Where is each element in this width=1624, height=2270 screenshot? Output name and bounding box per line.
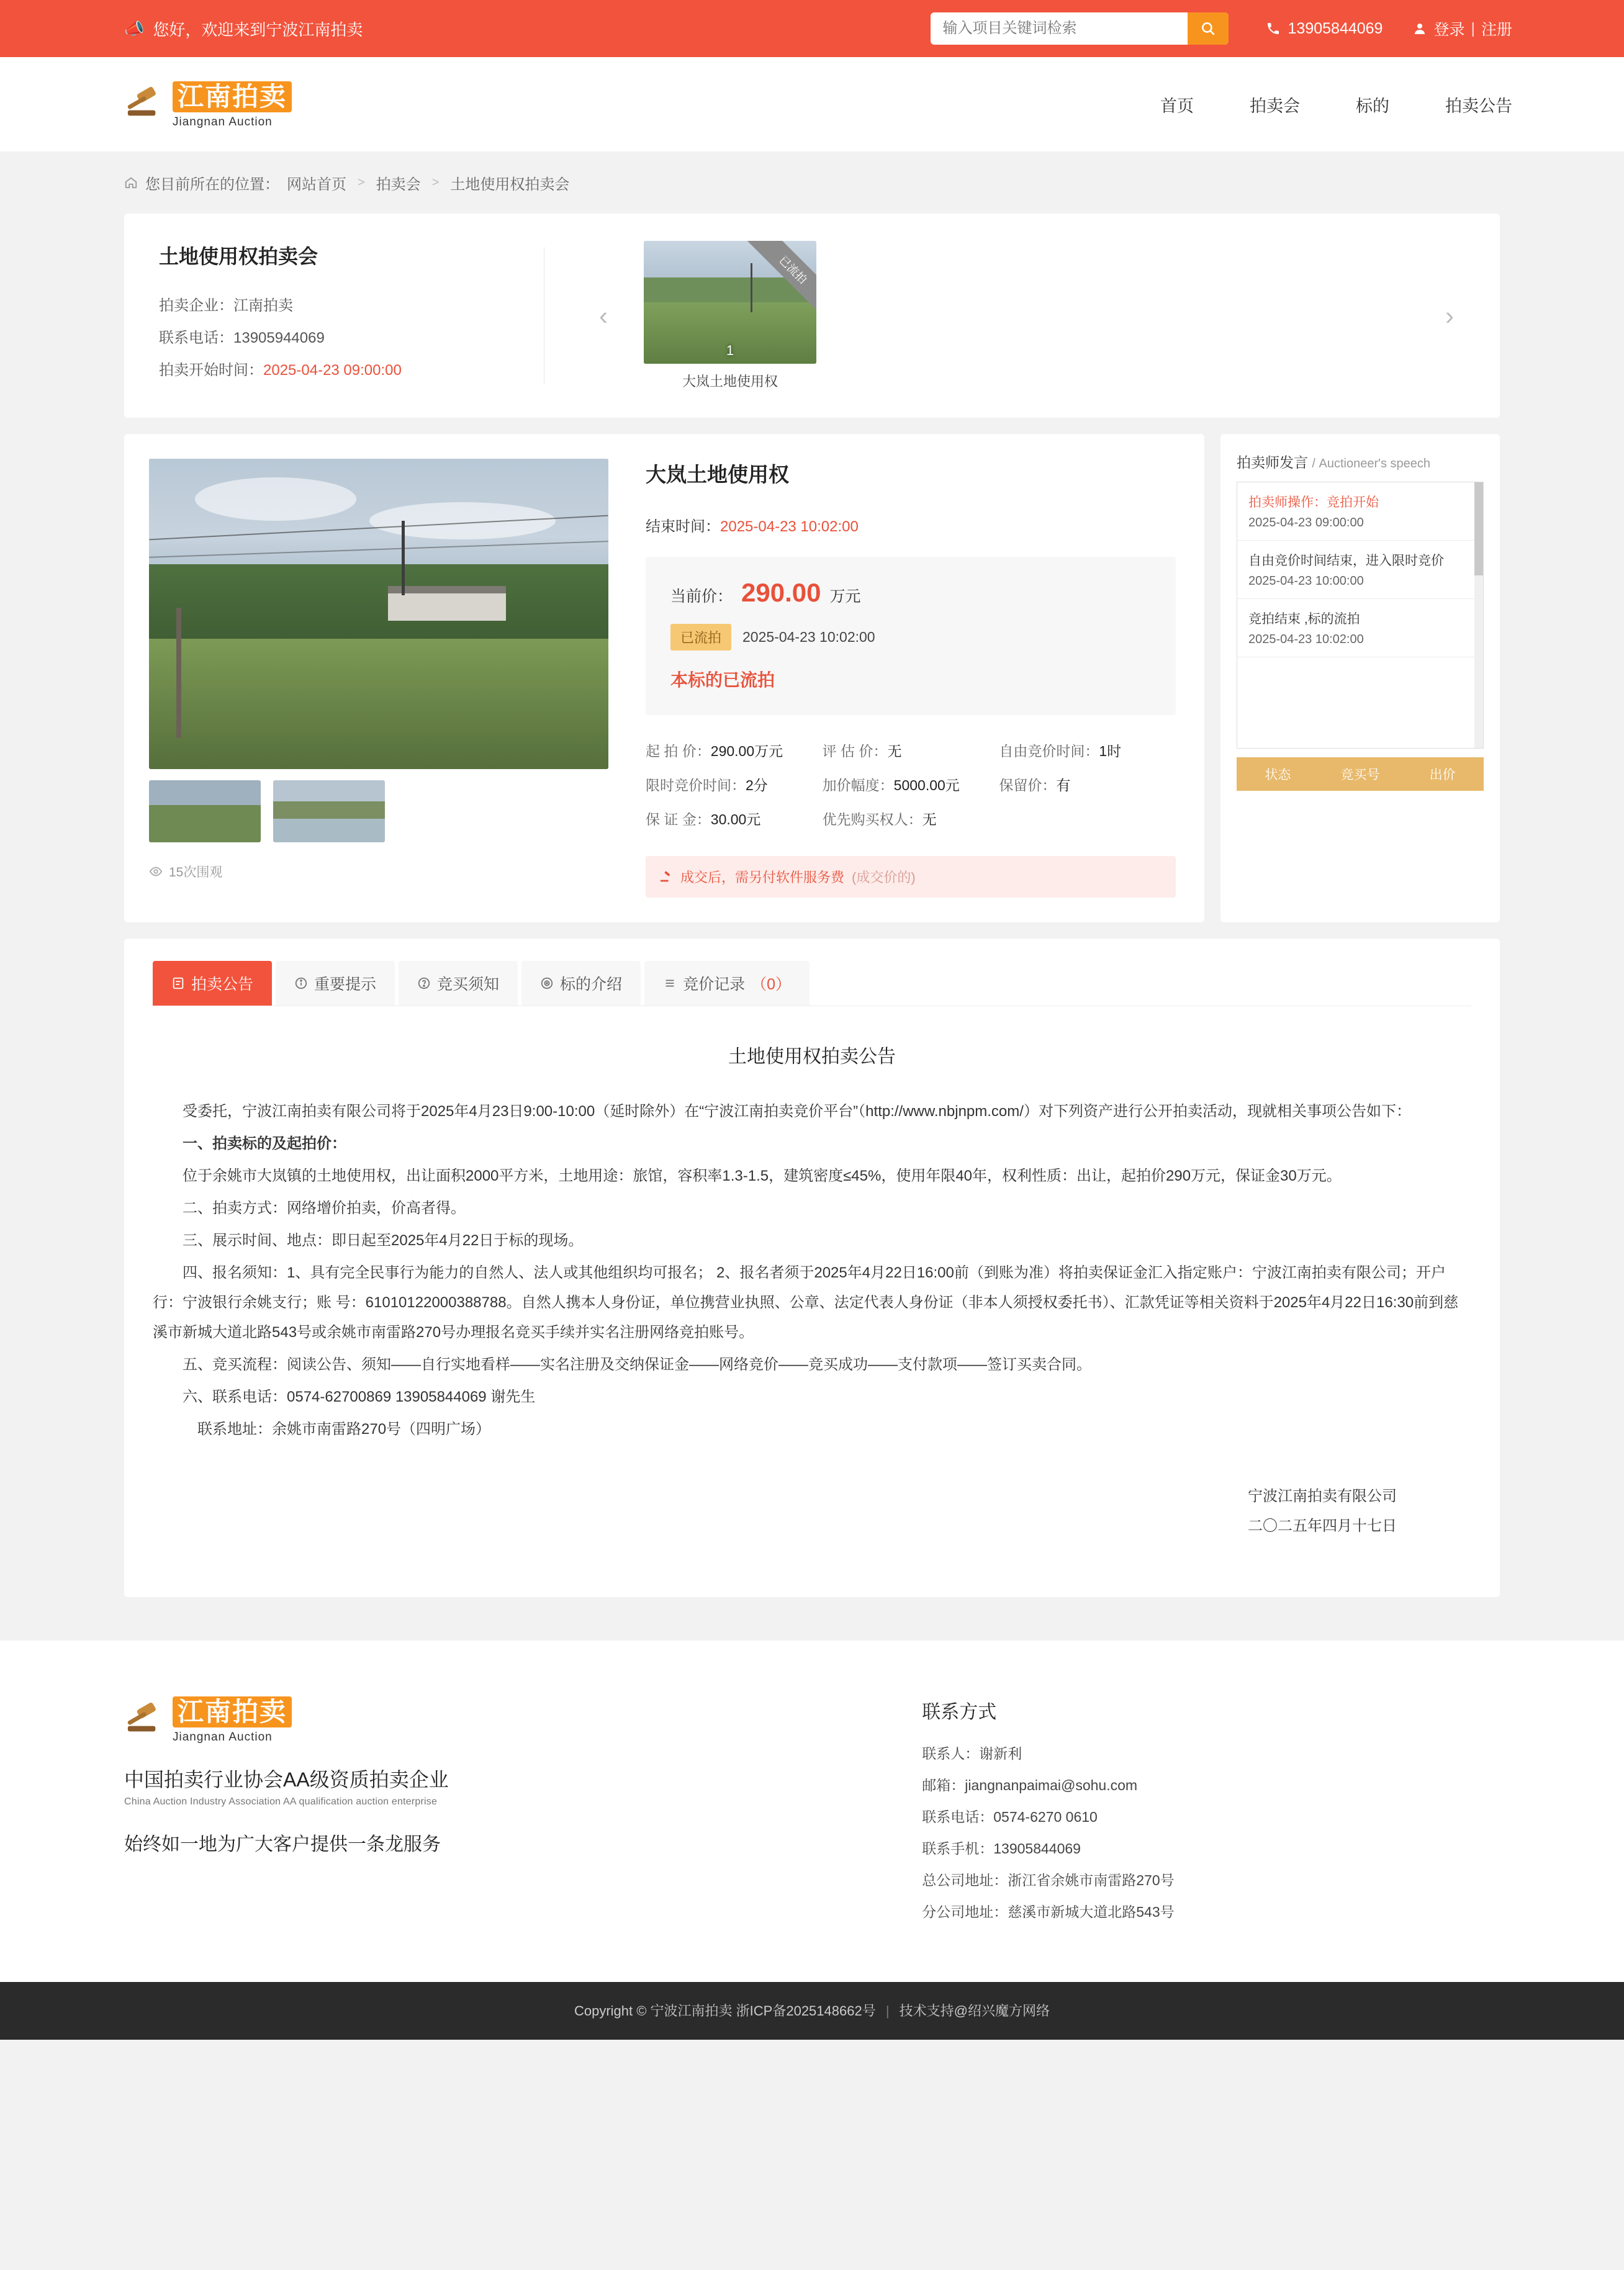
breadcrumb-separator-1: > — [358, 175, 365, 189]
fee-note-text: 成交后，需另付软件服务费 — [680, 870, 845, 885]
footer-contact-line: 联系人：谢新利 — [922, 1745, 1022, 1762]
footer-logo-en: Jiangnan Auction — [173, 1731, 273, 1744]
speech-item-time: 2025-04-23 09:00:00 — [1248, 516, 1364, 529]
lot-status-ribbon — [742, 241, 816, 315]
announcement-paragraph: 三、展示时间、地点：即日起至2025年4月22日于标的现场。 — [183, 1232, 584, 1249]
phone-icon — [1266, 21, 1281, 36]
breadcrumb-separator-2: > — [431, 175, 440, 189]
footer-contact-line: 联系手机：13905844069 — [922, 1840, 1081, 1857]
lot-thumb-image[interactable] — [644, 241, 816, 364]
header-phone — [1266, 20, 1383, 38]
logo-text-en: Jiangnan Auction — [173, 115, 273, 128]
spec-key: 加价幅度： — [822, 777, 894, 793]
spec-item — [646, 740, 823, 760]
speech-item-text: 自由竞价时间结束，进入限时竞价 — [1248, 554, 1444, 568]
spec-value: 2分 — [746, 777, 768, 793]
speech-item-time: 2025-04-23 10:00:00 — [1248, 574, 1364, 588]
current-price-unit: 万元 — [829, 588, 861, 605]
meeting-phone — [159, 325, 544, 347]
copyright-bar — [0, 1982, 1624, 2040]
meeting-starttime — [159, 358, 544, 379]
speech-list[interactable] — [1237, 482, 1484, 749]
announcement-paragraph: 五、竞买流程：阅读公告、须知——自行实地看样——实名注册及交纳保证金——网络竞价——竞买成功——支付款项——签订买卖合同。 — [183, 1356, 1091, 1373]
lot-status-row — [670, 624, 1151, 651]
speech-scrollbar[interactable] — [1474, 482, 1483, 748]
nav-item-auctions[interactable]: 拍卖会 — [1250, 96, 1300, 115]
current-price-value: 290.00 — [741, 578, 821, 607]
tab-announcement[interactable] — [153, 961, 272, 1006]
lot-end-time — [646, 514, 1176, 536]
speech-panel-title-en: / Auctioneer's speech — [1312, 457, 1430, 471]
signature-date: 二〇二五年四月十七日 — [1248, 1518, 1397, 1534]
spec-item — [823, 808, 999, 829]
meeting-info — [159, 241, 544, 390]
auction-meeting-card — [124, 214, 1500, 418]
spec-value: 5000.00元 — [893, 777, 960, 793]
announcement-signature — [153, 1482, 1471, 1541]
lot-title: 大岚土地使用权 — [646, 463, 789, 486]
copyright-text: Copyright © 宁波江南拍卖 浙ICP备2025148662号 — [574, 2003, 876, 2019]
speech-item — [1237, 482, 1483, 541]
breadcrumb-prefix: 您目前所在的位置： — [145, 176, 279, 193]
lot-status-ribbon-text: 已流拍 — [747, 241, 816, 315]
lot-detail-row — [124, 434, 1500, 922]
spec-value: 290.00万元 — [710, 743, 783, 759]
search-button[interactable] — [1188, 12, 1229, 45]
spec-value: 无 — [922, 811, 937, 827]
auctioneer-speech-panel — [1220, 434, 1500, 922]
announcement-paragraph: 位于余姚市大岚镇的土地使用权，出让面积2000平方米，土地用途：旅馆，容积率1.3-1.5，建筑密度≤45%，使用年限40年，权利性质：出让，起拍价290万元，保证金30万元。 — [183, 1168, 1342, 1184]
meeting-title: 土地使用权拍卖会 — [159, 245, 318, 268]
slider-prev-arrow[interactable]: ‹ — [599, 300, 608, 330]
speech-item — [1237, 541, 1483, 599]
gavel-icon — [124, 86, 163, 122]
breadcrumb-item-current: 土地使用权拍卖会 — [450, 176, 570, 193]
meeting-company-value: 江南拍卖 — [233, 297, 293, 314]
lot-thumb-name: 大岚土地使用权 — [682, 374, 778, 389]
header-phone-number: 13905844069 — [1288, 19, 1383, 37]
footer-slogan-1: 中国拍卖行业协会AA级资质拍卖企业 — [124, 1768, 449, 1791]
spec-item — [999, 740, 1176, 760]
speech-item-highlight: 竞拍开始 — [1327, 495, 1379, 510]
meeting-lot-slider — [588, 241, 1465, 390]
welcome-text: 您好，欢迎来到宁波江南拍卖 — [153, 20, 363, 39]
meeting-company — [159, 293, 544, 315]
meeting-phone-label: 联系电话： — [159, 330, 233, 346]
lot-spec-grid — [646, 740, 1176, 829]
site-footer — [0, 1641, 1624, 1982]
spec-key: 保 证 金： — [646, 811, 711, 827]
footer-contact-line: 分公司地址：慈溪市新城大道北路543号 — [922, 1904, 1175, 1920]
spec-key: 起 拍 价： — [646, 743, 711, 759]
welcome-message — [124, 17, 363, 40]
lot-detail-card — [124, 434, 1204, 922]
lot-thumb-index: 1 — [726, 343, 734, 358]
announcement-body — [153, 1097, 1471, 1444]
lot-thumbnail-strip — [149, 780, 608, 842]
announcement-paragraph: 一、拍卖标的及起拍价： — [183, 1135, 346, 1152]
footer-slogan-1-en: China Auction Industry Association AA qualification auction enterprise — [124, 1796, 438, 1807]
home-icon — [124, 176, 138, 189]
search-input[interactable] — [931, 12, 1188, 45]
status-badge: 已流拍 — [670, 624, 731, 651]
meeting-company-label: 拍卖企业： — [159, 297, 233, 314]
nav-item-lots[interactable]: 标的 — [1356, 96, 1389, 115]
tab-lot-intro[interactable] — [521, 961, 641, 1006]
view-count — [149, 862, 608, 881]
tab-bar — [153, 961, 1471, 1006]
lot-info — [608, 459, 1176, 898]
speech-item-time: 2025-04-23 10:02:00 — [1248, 633, 1364, 646]
account-separator: | — [1471, 19, 1475, 37]
register-link[interactable]: 注册 — [1481, 21, 1512, 38]
tabs-card — [124, 939, 1500, 1597]
target-icon — [540, 976, 554, 990]
list-icon — [663, 976, 677, 990]
lot-thumb-card[interactable] — [644, 241, 816, 390]
info-icon — [294, 976, 308, 990]
slider-next-arrow[interactable]: › — [1445, 300, 1454, 330]
lot-gallery — [149, 459, 608, 898]
spec-key: 保留价： — [999, 777, 1057, 793]
spec-key: 评 估 价： — [822, 743, 888, 759]
breadcrumb-item-home[interactable]: 网站首页 — [287, 176, 346, 193]
footer-contact-line: 邮箱：jiangnanpaimai@sohu.com — [922, 1777, 1138, 1793]
footer-logo-cn: 江南拍卖 — [173, 1696, 292, 1727]
spec-key: 限时竞价时间： — [646, 777, 746, 793]
bid-table-header — [1237, 757, 1484, 791]
speech-item-text: 竞拍结束 ,标的流拍 — [1248, 612, 1360, 626]
breadcrumb-item-auctions[interactable]: 拍卖会 — [376, 176, 421, 193]
spec-item — [999, 774, 1176, 795]
spec-key: 优先购买权人： — [822, 811, 923, 827]
bid-col-status: 状态 — [1265, 768, 1291, 782]
meeting-phone-value: 13905944069 — [233, 330, 325, 346]
announcement-paragraph: 四、报名须知：1、具有完全民事行为能力的自然人、法人或其他组织均可报名； 2、报名者须于2025年4月22日16:00前（到账为准）将拍卖保证金汇入指定账户：宁波江南拍卖有限公司；开户行：宁波银行余姚支行；账 号：61010122000388788。自然人携本人身份证，单位携营业执照、公章、法定代表人身份证（非本人须授权委托书）、汇款凭证等相关资料于2025年4月22日16:30前到慈溪市新城大道北路543号或余姚市南雷路270号办理报名竞买手续并实名注册网络竞拍账号。 — [153, 1264, 1459, 1341]
announcement-paragraph: 二、拍卖方式：网络增价拍卖，价高者得。 — [183, 1200, 466, 1217]
speech-panel-header — [1237, 451, 1484, 482]
breadcrumb — [124, 151, 1500, 214]
footer-contact-line: 联系电话：0574-6270 0610 — [922, 1809, 1098, 1825]
account-area — [1412, 17, 1512, 40]
footer-left — [124, 1696, 922, 1932]
lot-end-time-label: 结束时间： — [646, 518, 720, 535]
main-nav — [1160, 92, 1512, 117]
speech-item-text: 拍卖师操作： — [1248, 495, 1327, 510]
footer-contact — [922, 1696, 1500, 1932]
spec-item — [823, 774, 999, 795]
question-icon — [417, 976, 431, 990]
current-price-label: 当前价： — [670, 588, 733, 605]
tab-label: 竞价记录 — [683, 976, 746, 993]
fee-note-dim: (成交价的) — [852, 870, 916, 885]
eye-icon — [149, 865, 163, 878]
footer-slogan-2: 始终如一地为广大客户提供一条龙服务 — [124, 1834, 441, 1855]
tab-label: 标的介绍 — [560, 976, 623, 993]
meeting-starttime-label: 拍卖开始时间： — [159, 362, 263, 379]
megaphone-icon: 📣 — [124, 19, 145, 38]
spec-item — [646, 808, 823, 829]
lot-result-text: 本标的已流拍 — [670, 670, 775, 690]
lot-end-time-value: 2025-04-23 10:02:00 — [720, 518, 859, 535]
spec-item — [646, 774, 823, 795]
tab-label: 竞买须知 — [437, 976, 500, 993]
fee-note — [646, 856, 1176, 898]
signature-company: 宁波江南拍卖有限公司 — [1248, 1488, 1397, 1505]
lot-thumbnail-2[interactable] — [273, 780, 385, 842]
announcement-paragraph: 六、联系电话：0574-62700869 13905844069 谢先生 — [183, 1389, 536, 1405]
lot-thumbnail-1[interactable] — [149, 780, 261, 842]
speech-panel-title: 拍卖师发言 — [1237, 454, 1308, 471]
search-icon — [1200, 20, 1216, 37]
search-box[interactable] — [931, 12, 1229, 45]
footer-contact-title: 联系方式 — [922, 1702, 997, 1723]
tab-important-notice[interactable] — [276, 961, 395, 1006]
tab-bidder-guide[interactable] — [399, 961, 518, 1006]
tab-label: 拍卖公告 — [191, 976, 254, 993]
slider-items — [619, 241, 1434, 390]
page-content — [0, 151, 1624, 1597]
spec-value: 1时 — [1099, 743, 1122, 759]
site-header — [0, 57, 1624, 151]
spec-value: 有 — [1056, 777, 1071, 793]
announcement-paragraph: 受委托，宁波江南拍卖有限公司将于2025年4月23日9:00-10:00（延时除外）在“宁波江南拍卖竞价平台”（http://www.nbjnpm.com/）对下列资产进行公开拍卖活动，现就相关事项公告如下： — [183, 1103, 1411, 1120]
spec-value: 30.00元 — [710, 811, 761, 827]
speech-scrollbar-thumb[interactable] — [1474, 482, 1483, 575]
lot-main-photo[interactable] — [149, 459, 608, 769]
tab-bid-records[interactable] — [644, 961, 810, 1006]
bid-col-bidder: 竞买号 — [1340, 768, 1380, 782]
footer-logo[interactable] — [124, 1696, 922, 1743]
speech-item — [1237, 599, 1483, 657]
user-icon — [1412, 21, 1427, 36]
nav-item-announcements[interactable]: 拍卖公告 — [1445, 96, 1512, 115]
footer-contact-line: 总公司地址：浙江省余姚市南雷路270号 — [922, 1872, 1175, 1888]
tab-count: （0） — [751, 976, 791, 993]
current-price-row — [670, 578, 1151, 608]
copyright-support: 技术支持@绍兴魔方网络 — [899, 2003, 1050, 2019]
meeting-starttime-value: 2025-04-23 09:00:00 — [263, 362, 402, 379]
gavel-small-icon — [659, 870, 673, 884]
tab-label: 重要提示 — [314, 976, 377, 993]
doc-icon — [171, 976, 185, 990]
nav-item-home[interactable]: 首页 — [1160, 96, 1194, 115]
logo-text-cn: 江南拍卖 — [173, 81, 292, 112]
spec-key: 自由竞价时间： — [999, 743, 1099, 759]
price-box — [646, 557, 1176, 715]
bid-col-price: 出价 — [1429, 768, 1456, 782]
copyright-separator: | — [885, 2003, 890, 2019]
spec-item — [823, 740, 999, 760]
spec-value: 无 — [887, 743, 902, 759]
announcement-paragraph: 联系地址：余姚市南雷路270号（四明广场） — [197, 1421, 491, 1438]
site-logo[interactable] — [124, 81, 292, 128]
login-link[interactable]: 登录 — [1433, 21, 1465, 38]
announcement-title: 土地使用权拍卖公告 — [728, 1047, 896, 1067]
status-time: 2025-04-23 10:02:00 — [742, 629, 875, 645]
top-bar — [0, 0, 1624, 57]
gavel-icon — [124, 1702, 163, 1738]
view-count-text: 15次围观 — [169, 865, 223, 880]
